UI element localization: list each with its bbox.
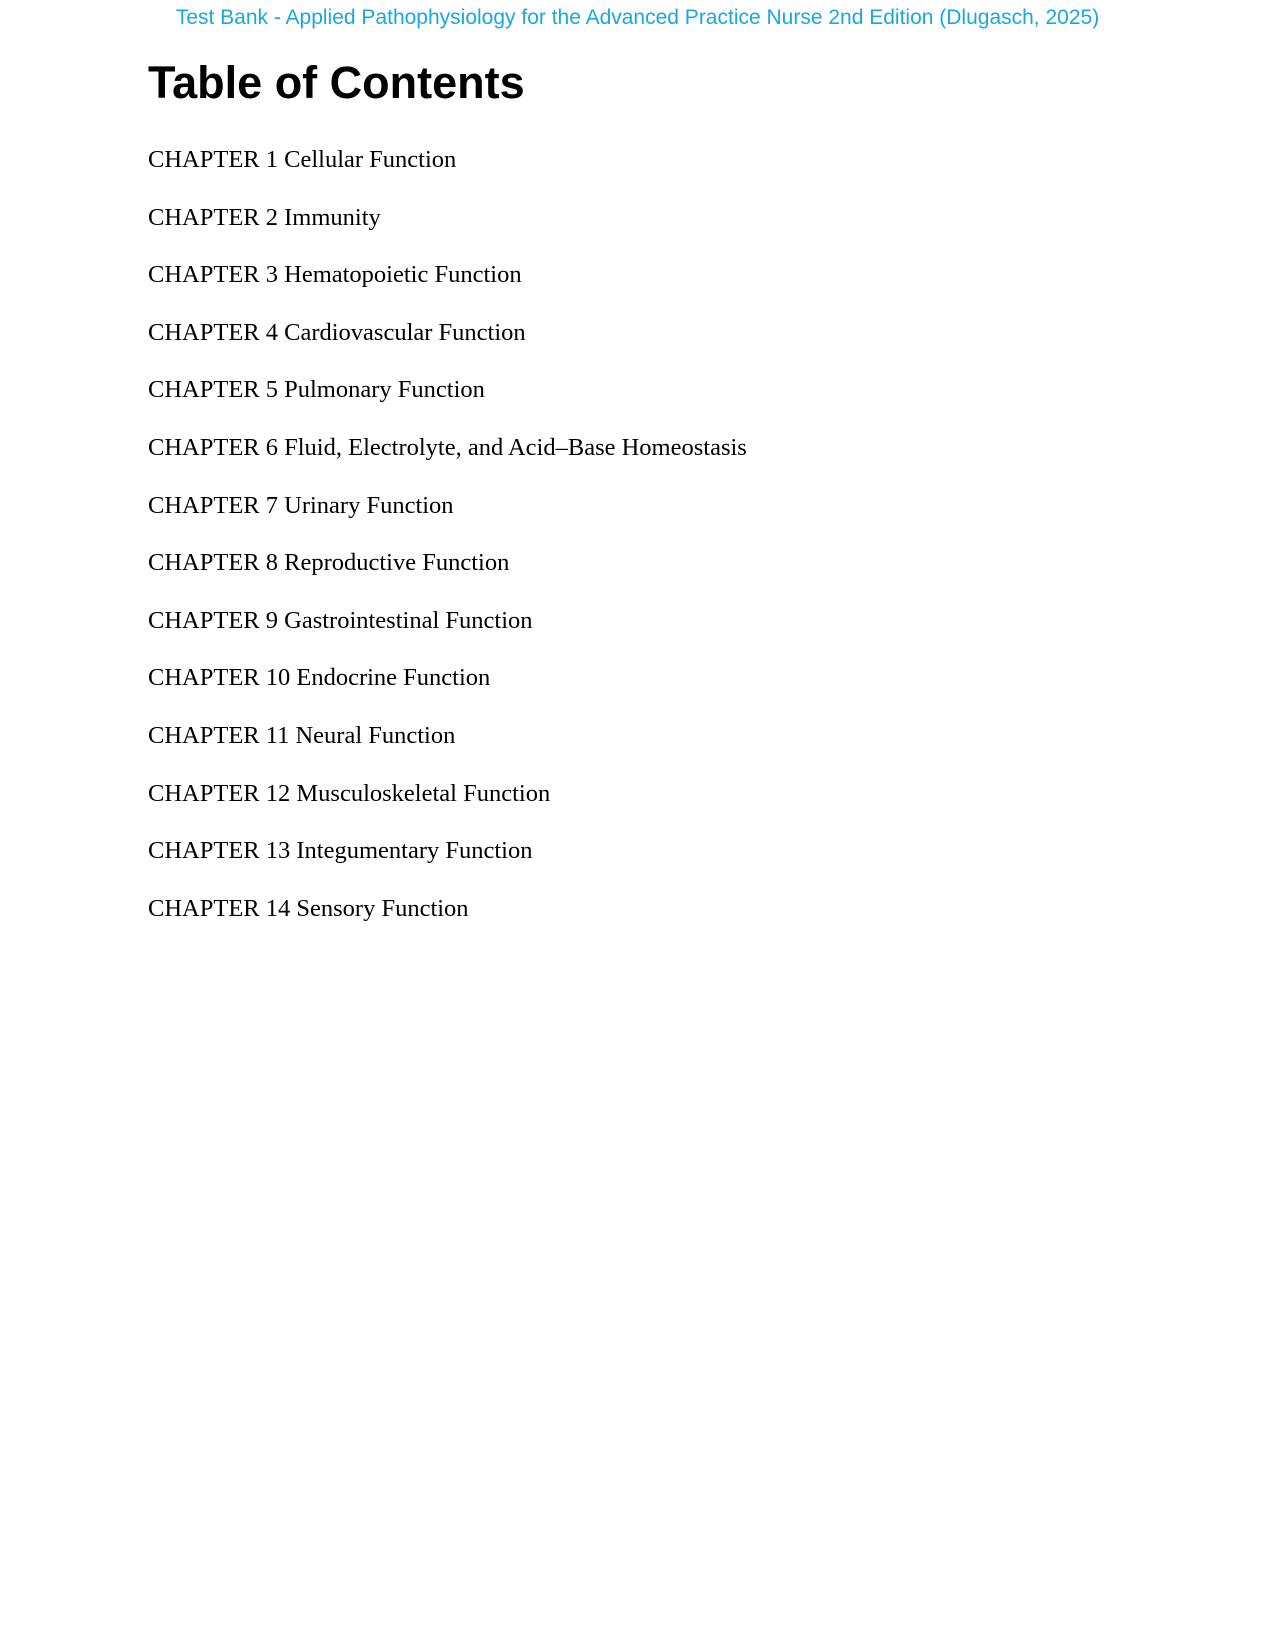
toc-item-chapter-11[interactable]: CHAPTER 11 Neural Function bbox=[148, 721, 456, 749]
page-title: Table of Contents bbox=[148, 57, 525, 108]
toc-item-chapter-2[interactable]: CHAPTER 2 Immunity bbox=[148, 203, 381, 231]
toc-item-chapter-4[interactable]: CHAPTER 4 Cardiovascular Function bbox=[148, 318, 526, 346]
toc-item-chapter-10[interactable]: CHAPTER 10 Endocrine Function bbox=[148, 664, 491, 692]
toc-list bbox=[148, 143, 747, 949]
toc-item-chapter-1[interactable]: CHAPTER 1 Cellular Function bbox=[148, 146, 457, 173]
toc-item-chapter-12[interactable]: CHAPTER 12 Musculoskeletal Function bbox=[148, 779, 551, 807]
toc-item-chapter-14[interactable]: CHAPTER 14 Sensory Function bbox=[148, 894, 469, 922]
toc-item-chapter-7[interactable]: CHAPTER 7 Urinary Function bbox=[148, 491, 454, 519]
toc-item-chapter-6[interactable]: CHAPTER 6 Fluid, Electrolyte, and Acid–Base Homeostasis bbox=[148, 433, 747, 461]
toc-item-chapter-8[interactable]: CHAPTER 8 Reproductive Function bbox=[148, 549, 510, 577]
toc-item-chapter-13[interactable]: CHAPTER 13 Integumentary Function bbox=[148, 837, 533, 865]
toc-item-chapter-5[interactable]: CHAPTER 5 Pulmonary Function bbox=[148, 376, 485, 404]
toc-item-chapter-3[interactable]: CHAPTER 3 Hematopoietic Function bbox=[148, 261, 522, 289]
running-header: Test Bank - Applied Pathophysiology for the Advanced Practice Nurse 2nd Edition (Dlugasch, 2025) bbox=[175, 6, 1100, 29]
toc-item-chapter-9[interactable]: CHAPTER 9 Gastrointestinal Function bbox=[148, 606, 533, 634]
